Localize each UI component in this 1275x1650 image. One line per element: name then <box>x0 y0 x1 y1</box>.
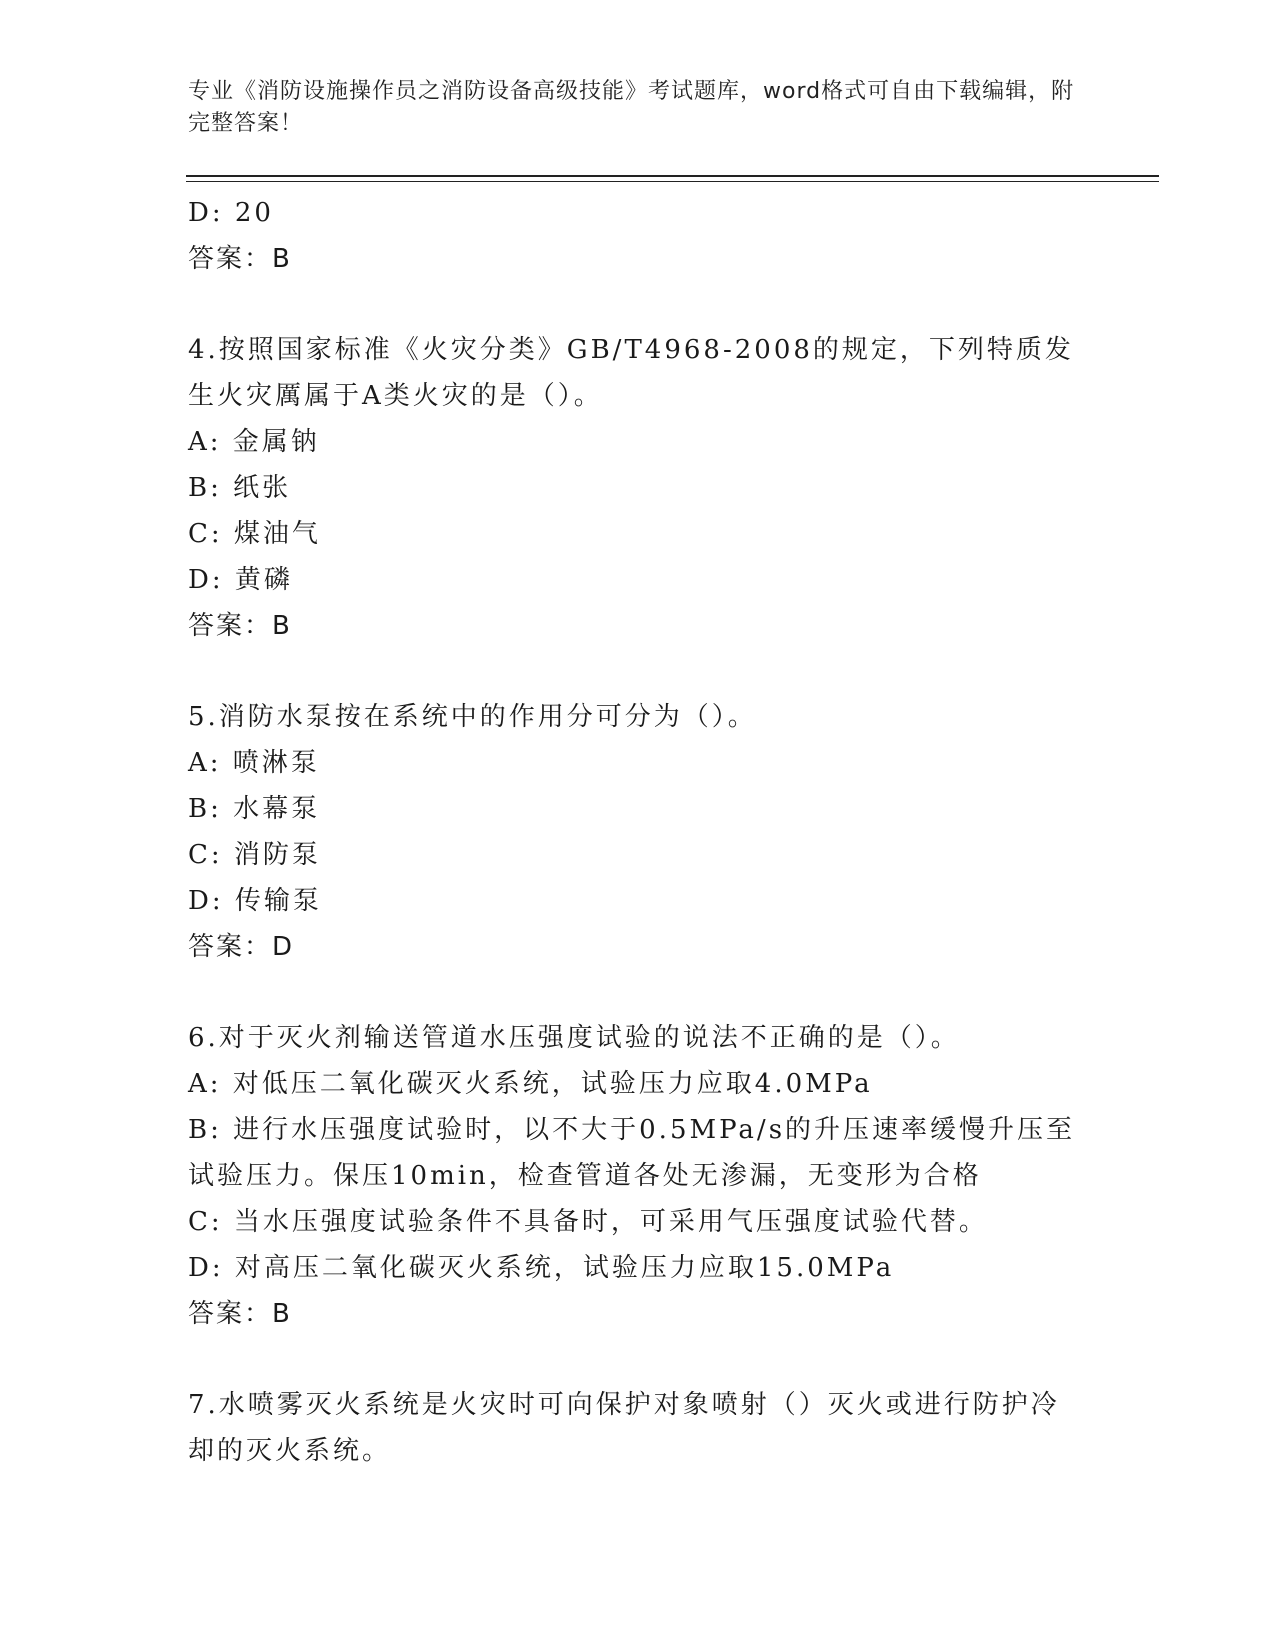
option-d: D: 黄磷 <box>188 565 293 595</box>
question-stem: 5.消防水泵按在系统中的作用分可分为（）。 <box>188 702 757 732</box>
answer: 答案：D <box>188 932 295 962</box>
question-stem: 7.水喷雾灭火系统是火灾时可向保护对象喷射（）灭火或进行防护冷却的灭火系统。 <box>188 1390 1060 1466</box>
option-d: D: 对高压二氧化碳灭火系统，试验压力应取15.0MPa <box>188 1253 895 1283</box>
option-b: B: 纸张 <box>188 473 292 503</box>
question-6 <box>188 1015 1088 1337</box>
option-d: D: 传输泵 <box>188 886 322 916</box>
option-c: C: 当水压强度试验条件不具备时，可采用气压强度试验代替。 <box>188 1207 988 1237</box>
option-a: A: 金属钠 <box>188 427 320 457</box>
prev-option-d: D: 20 <box>188 198 274 228</box>
option-a: A: 对低压二氧化碳灭火系统，试验压力应取4.0MPa <box>188 1069 873 1099</box>
question-4 <box>188 327 1088 649</box>
option-c: C: 消防泵 <box>188 840 321 870</box>
question-5 <box>188 694 1088 970</box>
header-divider <box>186 175 1159 177</box>
option-a: A: 喷淋泵 <box>188 748 320 778</box>
answer: 答案：B <box>188 611 292 641</box>
question-stem: 4.按照国家标准《火灾分类》GB/T4968-2008的规定，下列特质发生火灾厲属于A类火灾的是（）。 <box>188 335 1074 411</box>
option-b: B: 进行水压强度试验时，以不大于0.5MPa/s的升压速率缓慢升压至试验压力。保压10min，检查管道各处无渗漏，无变形为合格 <box>188 1115 1076 1191</box>
option-c: C: 煤油气 <box>188 519 321 549</box>
question-7 <box>188 1382 1088 1474</box>
header-divider-thin <box>186 181 1159 182</box>
option-b: B: 水幕泵 <box>188 794 321 824</box>
question-content <box>188 190 1088 1474</box>
document-header: 专业《消防设施操作员之消防设备高级技能》考试题库，word格式可自由下载编辑，附完整答案！ <box>188 79 1075 136</box>
answer: 答案：B <box>188 1299 292 1329</box>
prev-answer: 答案：B <box>188 244 292 274</box>
question-stem: 6.对于灭火剂输送管道水压强度试验的说法不正确的是（）。 <box>188 1023 960 1053</box>
